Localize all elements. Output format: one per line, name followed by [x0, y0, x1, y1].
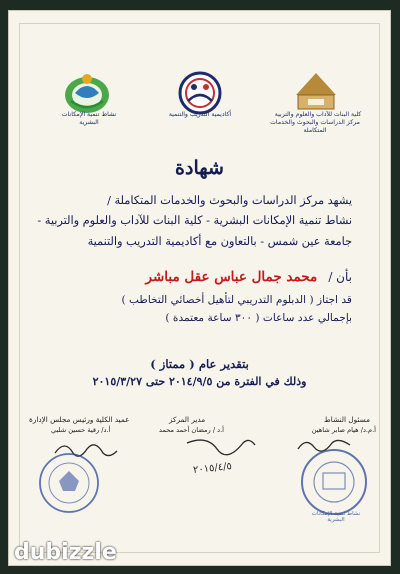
signature-title-activity: مسئول النشاط — [324, 415, 370, 424]
grade-line: بتقدير عام ( ممتاز ) — [150, 357, 249, 371]
signature-name-activity: أ.م.د/ هيام صابر شاهين — [311, 426, 376, 434]
center-logo-label: أكاديمية التدريب والتنمية — [168, 111, 232, 118]
signature-name-director: أ.د / رمضان أحمد محمد — [159, 426, 224, 434]
certificate-title: شهادة — [175, 157, 224, 179]
certificate-paper — [8, 10, 391, 566]
dubizzle-watermark — [14, 540, 117, 565]
intro-line-3: جامعة عين شمس - بالتعاون مع أكاديمية التدريب والتنمية — [87, 235, 352, 248]
period-line: وذلك في الفترة من ٢٠١٤/٩/٥ حتى ٢٠١٥/٣/٢٧ — [92, 375, 307, 388]
course-line: قد اجتاز ( الدبلوم التدريبي لتأهيل أخصائي التخاطب ) — [121, 294, 352, 306]
watermark-text: dubizzle — [14, 540, 117, 565]
left-logo-label: نشاط تنمية الإمكانات البشرية — [61, 111, 117, 126]
right-logo-label-2: مركز الدراسات والبحوث والخدمات المتكاملة — [270, 119, 360, 134]
official-eagle-stamp-icon — [37, 451, 101, 515]
stamp-label: نشاط تنمية الإمكانات البشرية — [311, 511, 361, 523]
signature-title-dean: عميد الكلية ورئيس مجلس الإدارة — [29, 415, 130, 424]
hours-line: بإجمالي عدد ساعات ( ٣٠٠ ساعة معتمدة ) — [165, 312, 352, 324]
recipient-row — [146, 266, 352, 285]
intro-line-1: يشهد مركز الدراسات والبحوث والخدمات المتكاملة / — [107, 194, 352, 207]
recipient-name: محمد جمال عباس عقل مباشر — [145, 269, 318, 285]
recipient-prefix: بأن / — [328, 270, 352, 284]
activity-stamp-icon — [299, 447, 369, 517]
right-logo-label-1: كلية البنات للآداب والعلوم والتربية — [274, 111, 362, 118]
signature-name-dean: أ.د/ رقية حسين شلبي — [51, 426, 111, 434]
handwritten-date: ٢٠١٥/٤/٥ — [192, 460, 233, 477]
signature-title-director: مدير المركز — [169, 415, 206, 424]
intro-line-2: نشاط تنمية الإمكانات البشرية - كلية البنات للآداب والعلوم والتربية - — [37, 214, 352, 227]
